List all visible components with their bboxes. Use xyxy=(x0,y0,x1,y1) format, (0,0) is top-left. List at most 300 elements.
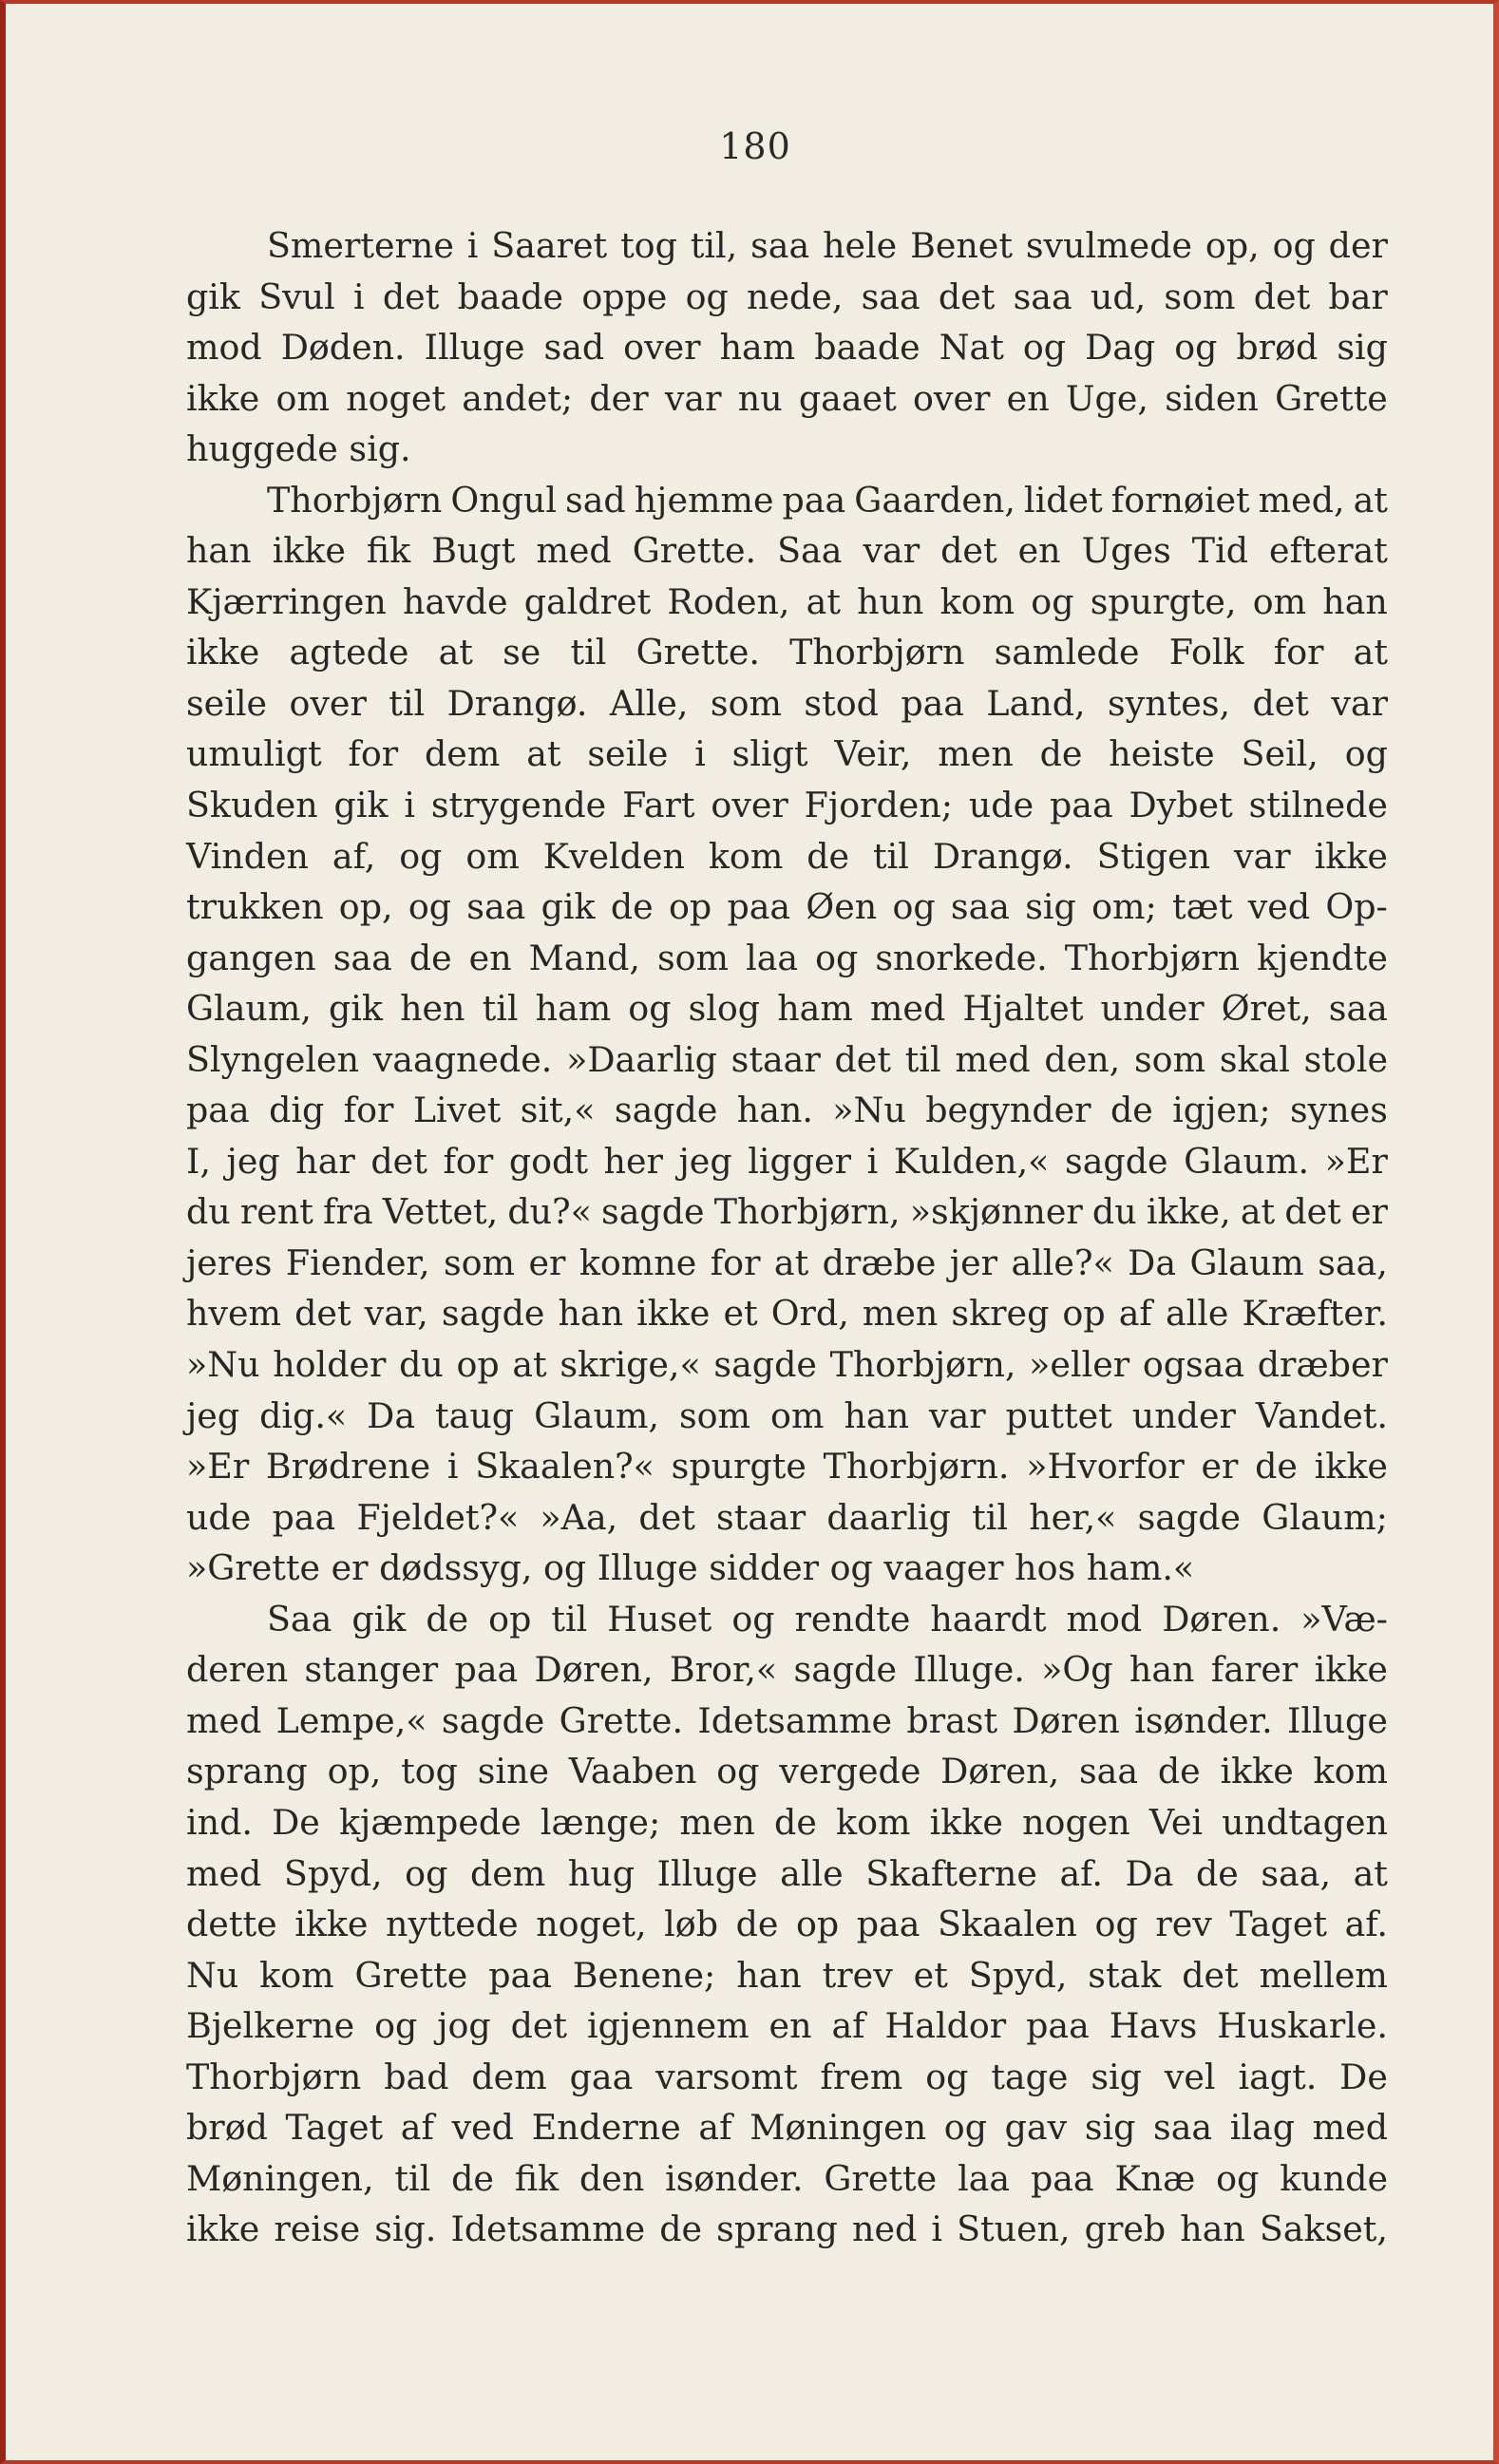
word: rent xyxy=(239,1191,313,1233)
word: var xyxy=(1234,835,1291,877)
text-line-words xyxy=(186,1186,1388,1238)
text-line-words xyxy=(186,373,1388,425)
word: og xyxy=(628,988,672,1030)
word: fornøiet xyxy=(1110,479,1250,521)
word: sig xyxy=(1084,2107,1136,2149)
text-line-words xyxy=(186,933,1388,984)
word: at xyxy=(512,1344,547,1386)
word: holder xyxy=(273,1344,387,1386)
word: strygende xyxy=(430,785,607,826)
text-line xyxy=(186,983,1388,1034)
text-line-words xyxy=(267,1594,1388,1645)
word: og xyxy=(1022,327,1067,369)
word: sagde xyxy=(1137,1496,1242,1538)
word: han xyxy=(558,1293,624,1335)
word: kom xyxy=(259,1954,334,1996)
word: Slyngelen xyxy=(186,1038,360,1080)
body-text xyxy=(186,220,1388,2255)
word: Spyd, xyxy=(968,1954,1068,1996)
text-line-words xyxy=(186,272,1388,323)
word: sit,« xyxy=(520,1090,596,1131)
word: saa, xyxy=(1261,1852,1332,1894)
word: Glaum. xyxy=(1184,1140,1310,1182)
word: der xyxy=(589,377,649,419)
word: skreg xyxy=(951,1293,1050,1335)
word: Knæ xyxy=(1114,2157,1196,2199)
word: en xyxy=(768,2005,812,2047)
word: skal xyxy=(1219,1038,1290,1080)
word: umuligt xyxy=(186,733,322,775)
word: puttet xyxy=(1005,1394,1112,1436)
word: Thorbjørn xyxy=(186,2056,362,2097)
text-line-words xyxy=(186,2000,1388,2052)
word: det xyxy=(638,1496,695,1538)
word: fra xyxy=(323,1191,373,1233)
word: isønder. xyxy=(1134,1699,1273,1741)
word: ikke xyxy=(1220,1751,1294,1792)
word: sprang xyxy=(186,1751,308,1792)
word: bar xyxy=(1328,275,1388,317)
word: igjennem xyxy=(586,2005,750,2047)
word: ikke xyxy=(186,377,260,419)
word: han xyxy=(844,1394,910,1436)
word: Døren, xyxy=(940,1751,1060,1792)
text-line-words xyxy=(186,983,1388,1034)
word: stilnede xyxy=(1248,785,1388,826)
word: Nu xyxy=(186,1954,239,1996)
word: til xyxy=(551,1598,588,1640)
word: sagde xyxy=(793,1649,898,1691)
word: at xyxy=(773,1241,809,1283)
word: Enderne xyxy=(531,2107,681,2149)
word: »Aa, xyxy=(540,1496,618,1538)
word: Idetsamme xyxy=(697,1699,893,1741)
text-line-words xyxy=(186,1746,1388,1797)
word: i xyxy=(931,2208,943,2250)
word: en xyxy=(1017,530,1061,572)
word: Mand, xyxy=(528,937,640,978)
text-line xyxy=(186,2153,1388,2205)
word: sagde xyxy=(713,1344,817,1386)
word: det xyxy=(370,1140,427,1182)
word: ikke, xyxy=(1146,1191,1231,1233)
text-line-words xyxy=(186,1238,1388,1289)
text-line xyxy=(186,1441,1388,1492)
word: noget, xyxy=(536,1904,647,1945)
word: med xyxy=(536,530,612,572)
word: og xyxy=(1272,225,1316,266)
word: at xyxy=(438,632,473,673)
word: er xyxy=(528,1241,566,1283)
word: Thorbjørn xyxy=(789,632,965,673)
word: ikke xyxy=(1314,835,1388,877)
word: ikke xyxy=(272,530,346,572)
word: de xyxy=(426,1598,469,1640)
word: af xyxy=(831,2005,865,2047)
word: Tid xyxy=(1191,530,1249,572)
word: Svul xyxy=(258,275,335,317)
word: Grette. xyxy=(636,632,760,673)
word: galdret xyxy=(523,580,652,622)
text-line xyxy=(186,220,1388,272)
word: Haldor xyxy=(884,2005,1007,2047)
text-line xyxy=(186,272,1388,323)
word: siden xyxy=(1165,377,1259,419)
word: og xyxy=(374,2005,418,2047)
word: Sakset, xyxy=(1259,2208,1388,2250)
word: trukken xyxy=(186,886,324,928)
word: Kvelden xyxy=(542,835,685,877)
word: reise xyxy=(274,2208,361,2250)
word: og xyxy=(925,2056,969,2097)
text-line-words xyxy=(186,729,1388,780)
word: og xyxy=(716,1751,760,1792)
word: paa xyxy=(782,479,846,521)
text-line-words xyxy=(186,2153,1388,2205)
word: med xyxy=(186,1699,262,1741)
text-line-words xyxy=(186,678,1388,730)
word: til xyxy=(394,2157,431,2199)
word: han xyxy=(186,530,252,572)
word: som xyxy=(710,682,782,724)
word: »Er xyxy=(1324,1140,1388,1182)
word: Glaum, xyxy=(534,1394,659,1436)
word: vergede xyxy=(779,1751,921,1792)
text-line xyxy=(186,2102,1388,2153)
word: af xyxy=(400,2107,434,2149)
word: sligt xyxy=(731,733,808,775)
word: sad xyxy=(543,327,605,369)
word: laa xyxy=(958,2157,1011,2199)
word: til xyxy=(972,1496,1009,1538)
word: brast xyxy=(906,1699,998,1741)
text-line xyxy=(186,1696,1388,1747)
word: at xyxy=(1240,1191,1276,1233)
text-line-words xyxy=(186,780,1388,831)
word: Saaret xyxy=(491,225,608,266)
word: saa, xyxy=(1318,1241,1388,1283)
word: stole xyxy=(1303,1038,1388,1080)
text-line xyxy=(186,2052,1388,2103)
word: Grette xyxy=(354,1954,468,1996)
word: vaagnede. xyxy=(372,1038,553,1080)
text-line: huggede sig. xyxy=(186,428,411,470)
word: at xyxy=(526,733,561,775)
word: med xyxy=(955,1038,1031,1080)
word: paa xyxy=(272,1496,336,1538)
word: de xyxy=(610,886,654,928)
word: hun xyxy=(857,580,924,622)
word: paa xyxy=(454,1649,519,1691)
word: brød xyxy=(186,2107,268,2149)
word: sine xyxy=(477,1751,550,1792)
word: »Hvorfor xyxy=(1026,1446,1185,1488)
word: op, xyxy=(1205,225,1260,266)
word: Øen xyxy=(806,886,878,928)
word: op xyxy=(488,1598,532,1640)
text-line-words xyxy=(186,1696,1388,1747)
text-line xyxy=(186,1391,1388,1442)
word: det xyxy=(294,1293,351,1335)
text-line-words xyxy=(186,831,1388,882)
text-line-words xyxy=(186,1136,1388,1187)
word: er xyxy=(1201,1446,1239,1488)
word: det xyxy=(834,1038,891,1080)
word: Illuge. xyxy=(913,1649,1025,1691)
text-line-words xyxy=(186,2204,1388,2255)
word: den xyxy=(579,2157,645,2199)
text-line xyxy=(186,933,1388,984)
word: og xyxy=(1344,733,1388,775)
word: det xyxy=(510,2005,568,2047)
text-line-words xyxy=(186,322,1388,373)
word: Uge, xyxy=(1065,377,1148,419)
word: som xyxy=(1164,275,1236,317)
text-line-words xyxy=(186,1797,1388,1848)
word: spurgte, xyxy=(1090,580,1237,622)
word: mod xyxy=(186,327,262,369)
word: op xyxy=(456,1344,500,1386)
text-line xyxy=(186,1644,1388,1696)
word: Kulden,« xyxy=(893,1140,1050,1182)
word: et xyxy=(913,1954,948,1996)
word: godt xyxy=(508,1140,588,1182)
word: fik xyxy=(514,2157,560,2199)
word: Thorbjørn, xyxy=(829,1344,1016,1386)
word: de xyxy=(735,1904,779,1945)
word: Skaalen?« xyxy=(475,1446,655,1488)
word: seile xyxy=(587,733,669,775)
word: rendte xyxy=(794,1598,911,1640)
word: at xyxy=(806,580,841,622)
word: af. xyxy=(1344,1904,1388,1945)
word: ham xyxy=(777,988,853,1030)
word: Smerterne xyxy=(267,225,454,266)
word: men xyxy=(679,1801,755,1843)
word: var xyxy=(664,377,722,419)
word: de xyxy=(659,2208,703,2250)
word: saa xyxy=(1013,275,1072,317)
word: Skuden xyxy=(186,785,318,826)
word: daarlig xyxy=(826,1496,951,1538)
text-line-words xyxy=(186,1848,1388,1900)
word: lidet xyxy=(1023,479,1103,521)
word: de xyxy=(774,1801,817,1843)
word: dig.« xyxy=(259,1394,348,1436)
word: rev xyxy=(1155,1904,1212,1945)
word: Vaaben xyxy=(568,1751,697,1792)
word: til xyxy=(873,835,909,877)
word: dig xyxy=(269,1090,325,1131)
word: skrige,« xyxy=(560,1344,701,1386)
word: det xyxy=(1253,275,1311,317)
word: Thorbjørn. xyxy=(823,1446,1010,1488)
word: svulmede xyxy=(1025,225,1193,266)
word: heiste xyxy=(1109,733,1215,775)
word: se xyxy=(503,632,541,673)
text-line-words xyxy=(267,475,1388,526)
word: her xyxy=(603,1140,663,1182)
word: gaaet xyxy=(798,377,897,419)
text-line xyxy=(186,1746,1388,1797)
word: det xyxy=(382,275,440,317)
word: Vinden xyxy=(186,835,309,877)
word: dem xyxy=(469,1852,546,1894)
word: gik xyxy=(541,886,596,928)
word: mellem xyxy=(1259,1954,1388,1996)
word: kom xyxy=(1313,1751,1388,1792)
text-line-words xyxy=(186,1034,1388,1086)
word: paa xyxy=(1026,2005,1090,2047)
page-number: 180 xyxy=(719,125,791,167)
word: der xyxy=(1328,225,1388,266)
word: De xyxy=(272,1801,320,1843)
word: ned xyxy=(852,2208,918,2250)
word: Vei xyxy=(1148,1801,1203,1843)
word: Alle, xyxy=(609,682,689,724)
text-line-words xyxy=(186,1288,1388,1339)
word: kom xyxy=(939,580,1015,622)
word: stod xyxy=(804,682,879,724)
word: af xyxy=(1118,1293,1152,1335)
word: Drangø. xyxy=(446,682,588,724)
word: det xyxy=(938,275,996,317)
text-line-words xyxy=(186,525,1388,577)
word: i xyxy=(466,225,479,266)
word: i xyxy=(404,785,416,826)
word: paa xyxy=(488,1954,552,1996)
word: Grette xyxy=(1275,377,1388,419)
word: »Væ- xyxy=(1300,1598,1388,1640)
word: farer xyxy=(1210,1649,1299,1691)
word: løb xyxy=(664,1904,718,1945)
word: Døren. xyxy=(1162,1598,1281,1640)
text-line xyxy=(186,678,1388,730)
word: sig xyxy=(1091,2056,1142,2097)
word: hvem xyxy=(186,1293,282,1335)
word: det xyxy=(1182,1954,1239,1996)
word: som xyxy=(1133,1038,1206,1080)
word: var, xyxy=(364,1293,428,1335)
word: ligger xyxy=(748,1140,852,1182)
word: for xyxy=(710,1241,761,1283)
word: i xyxy=(353,275,365,317)
word: over xyxy=(623,327,701,369)
word: Stigen xyxy=(1096,835,1211,877)
word: Møningen xyxy=(750,2107,927,2149)
word: af, xyxy=(332,835,376,877)
word: tog xyxy=(620,225,677,266)
text-line xyxy=(186,780,1388,831)
word: gav xyxy=(1004,2107,1068,2149)
word: gik xyxy=(333,785,389,826)
word: Fjeldet?« xyxy=(356,1496,520,1538)
word: »Og xyxy=(1041,1649,1113,1691)
word: op, xyxy=(327,1751,382,1792)
word: det xyxy=(1284,1191,1341,1233)
text-line xyxy=(186,2204,1388,2255)
word: en xyxy=(468,937,512,978)
text-line-words xyxy=(186,1492,1388,1544)
word: jer xyxy=(949,1241,998,1283)
word: Taget xyxy=(1229,1904,1327,1945)
text-line-words xyxy=(186,2052,1388,2103)
word: at xyxy=(1353,1852,1388,1894)
word: Grette. xyxy=(559,1699,684,1741)
word: Grette xyxy=(824,2157,938,2199)
word: Folk xyxy=(1168,632,1244,673)
word: Fjorden; xyxy=(804,785,954,826)
word: sad xyxy=(565,479,626,521)
word: men xyxy=(938,733,1014,775)
text-line xyxy=(186,373,1388,425)
word: snorkede. xyxy=(875,937,1048,978)
word: hjemme xyxy=(634,479,774,521)
text-line xyxy=(186,1797,1388,1848)
word: Bugt xyxy=(431,530,516,572)
word: saa xyxy=(950,886,1010,928)
word: det xyxy=(940,530,997,572)
word: sprang xyxy=(716,2208,838,2250)
word: og xyxy=(685,275,729,317)
word: er xyxy=(1350,1191,1388,1233)
word: ham xyxy=(719,327,796,369)
word: han xyxy=(1180,2208,1245,2250)
word: ikke xyxy=(186,2208,260,2250)
word: for xyxy=(348,733,399,775)
word: Brødrene xyxy=(265,1446,431,1488)
text-line xyxy=(186,1238,1388,1289)
word: kjæmpede xyxy=(338,1801,522,1843)
text-line-words xyxy=(186,1899,1388,1950)
word: »Er xyxy=(186,1446,250,1488)
word: til, xyxy=(690,225,738,266)
word: Kræfter. xyxy=(1242,1293,1388,1335)
word: paa xyxy=(901,682,964,724)
word: fik xyxy=(366,530,411,572)
word: ved xyxy=(451,2107,514,2149)
word: og xyxy=(892,886,936,928)
word: jeg xyxy=(226,1140,280,1182)
word: ikke xyxy=(929,1801,1003,1843)
word: »skjønner xyxy=(909,1191,1083,1233)
word: til xyxy=(570,632,607,673)
word: jeg xyxy=(678,1140,732,1182)
word: seile xyxy=(186,682,268,724)
word: trev xyxy=(822,1954,893,1996)
word: Taget xyxy=(285,2107,384,2149)
word: Huskarle. xyxy=(1217,2005,1388,2047)
word: han xyxy=(1322,580,1388,622)
word: paa xyxy=(1050,785,1113,826)
word: saa xyxy=(1153,2107,1213,2149)
word: under xyxy=(1100,988,1205,1030)
text-line xyxy=(186,1594,1388,1645)
word: Glaum; xyxy=(1262,1496,1388,1538)
text-line xyxy=(186,475,1388,526)
word: paa xyxy=(1030,2157,1094,2199)
word: i xyxy=(866,1140,879,1182)
word: at xyxy=(1353,632,1388,673)
word: baade xyxy=(457,275,564,317)
word: du xyxy=(186,1191,231,1233)
word: Skaalen xyxy=(938,1904,1077,1945)
word: komne xyxy=(579,1241,697,1283)
word: Møningen, xyxy=(186,2157,374,2199)
word: gaa xyxy=(569,2056,634,2097)
word: du?« xyxy=(507,1191,592,1233)
word: tage xyxy=(991,2056,1069,2097)
